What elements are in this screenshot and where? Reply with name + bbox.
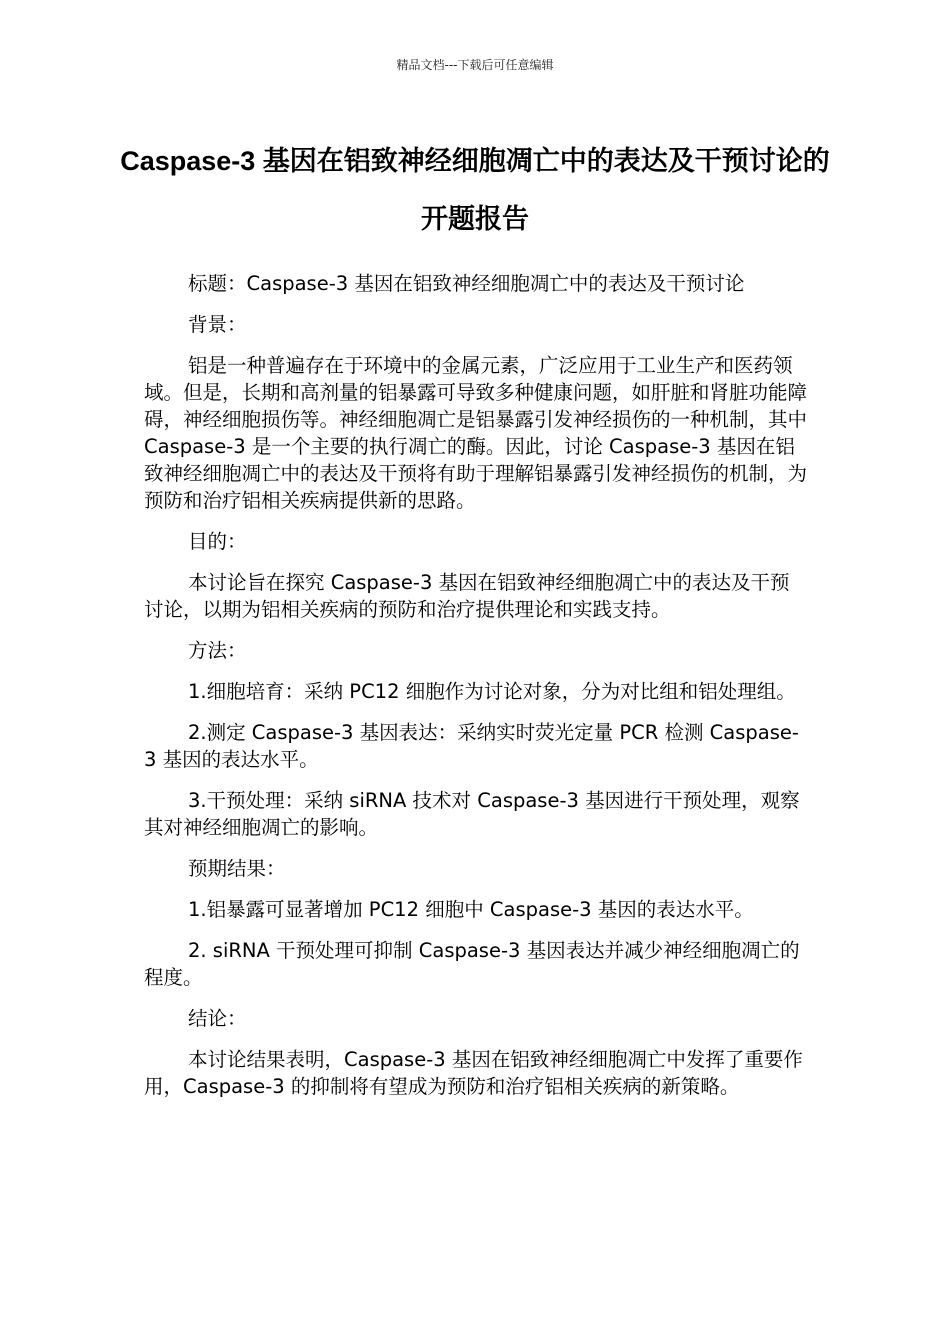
paragraph-result-1: 1.铝暴露可显著增加 PC12 细胞中 Caspase-3 基因的表达水平。	[188, 898, 754, 921]
header-note: 精品文档---下载后可任意编辑	[396, 58, 554, 72]
section-heading-expected-results: 预期结果：	[188, 857, 286, 880]
document-body	[144, 270, 808, 1114]
paragraph-purpose: 本讨论旨在探究 Caspase-3 基因在铝致神经细胞凋亡中的表达及干预讨论，以期为铝相关疾病的预防和治疗提供理论和实践支持。	[144, 571, 790, 621]
document-title: Caspase-3 基因在铝致神经细胞凋亡中的表达及干预讨论的开题报告	[120, 146, 830, 234]
paragraph-result-2: 2. siRNA 干预处理可抑制 Caspase-3 基因表达并减少神经细胞凋亡的程度。	[144, 939, 800, 989]
paragraph-subject: 标题：Caspase-3 基因在铝致神经细胞凋亡中的表达及干预讨论	[188, 272, 745, 295]
section-heading-conclusion: 结论：	[188, 1007, 247, 1030]
paragraph-method-3: 3.干预处理：采纳 siRNA 技术对 Caspase-3 基因进行干预处理，观察其对神经细胞凋亡的影响。	[144, 789, 800, 839]
section-heading-purpose: 目的：	[188, 530, 247, 553]
paragraph-background: 铝是一种普遍存在于环境中的金属元素，广泛应用于工业生产和医药领域。但是，长期和高剂量的铝暴露可导致多种健康问题，如肝脏和肾脏功能障碍，神经细胞损伤等。神经细胞凋亡是铝暴露引发神经损伤的一种机制，其中 Caspase-3 是一个主要的执行凋亡的酶。因此，讨论 Caspase-3 基因在铝致神经细胞凋亡中的表达及干预将有助于理解铝暴露引发神经损伤的机制，为预防和治疗铝相关疾病提供新的思路。	[144, 354, 808, 512]
paragraph-method-2: 2.测定 Caspase-3 基因表达：采纳实时荧光定量 PCR 检测 Caspase-3 基因的表达水平。	[144, 721, 799, 771]
section-heading-background: 背景：	[188, 313, 247, 336]
section-heading-methods: 方法：	[188, 639, 247, 662]
paragraph-method-1: 1.细胞培育：采纳 PC12 细胞作为讨论对象，分为对比组和铝处理组。	[188, 680, 796, 703]
paragraph-conclusion: 本讨论结果表明，Caspase-3 基因在铝致神经细胞凋亡中发挥了重要作用，Caspase-3 的抑制将有望成为预防和治疗铝相关疾病的新策略。	[144, 1048, 803, 1098]
